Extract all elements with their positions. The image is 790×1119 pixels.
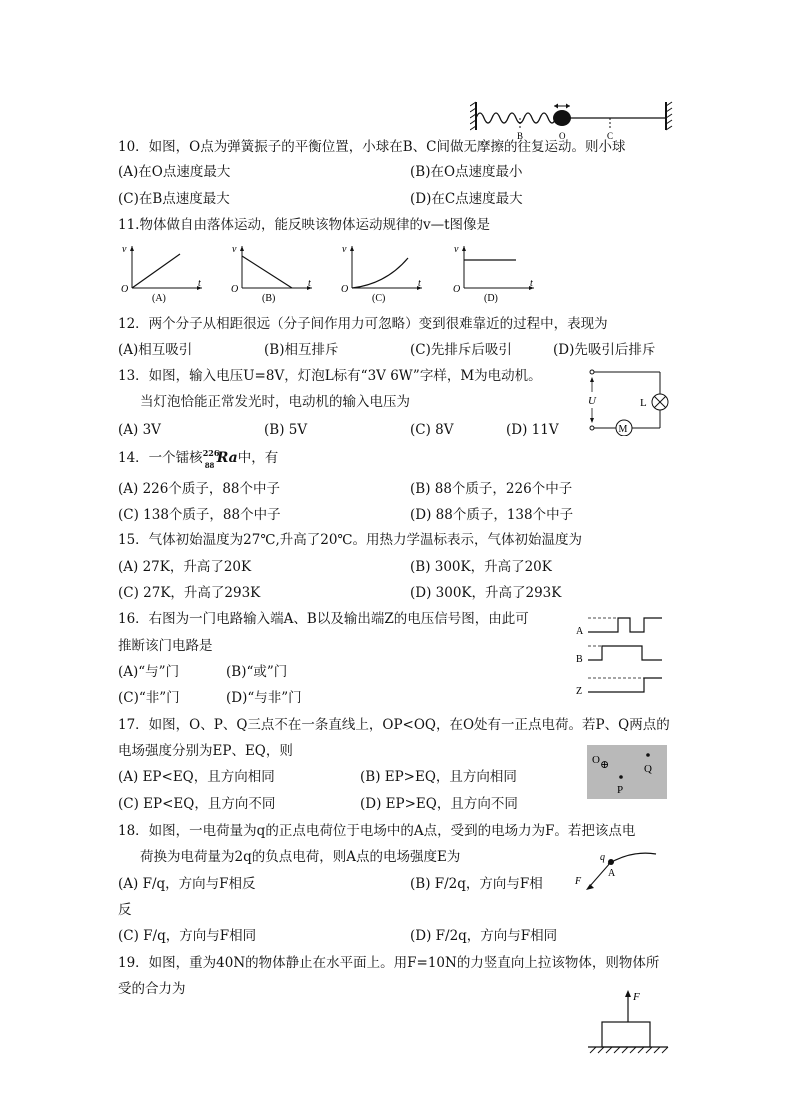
q10-option-d: (D)在C点速度最大 xyxy=(410,191,523,207)
signal-label-a: A xyxy=(576,626,584,637)
fig-label-l: L xyxy=(640,397,647,409)
fig-label-o: O xyxy=(559,131,566,140)
q12-option-b: (B)相互排斥 xyxy=(264,342,339,358)
fig-label-f: F xyxy=(575,876,582,887)
graph-label: (D) xyxy=(484,293,498,304)
block-force-figure xyxy=(586,986,670,1054)
logic-gate-signal-figure xyxy=(574,610,666,700)
q16-option-a: (A)“与”门 xyxy=(118,664,180,680)
q17-option-b: (B) EP>EQ，且方向相同 xyxy=(360,769,517,785)
q17-stem-line1: 17．如图，O、P、Q三点不在一条直线上，OP<OQ，在O处有一正点电荷。若P、Q两点的 xyxy=(118,717,670,733)
q18-stem-line2: 荷换为电荷量为2q的负点电荷，则A点的电场强度E为 xyxy=(140,849,461,865)
element-symbol: Ra xyxy=(216,450,238,466)
q13-option-a: (A) 3V xyxy=(118,422,161,438)
axis-v: v xyxy=(232,244,237,255)
fig-label-c: C xyxy=(607,131,614,140)
q17-option-c: (C) EP<EQ，且方向不同 xyxy=(118,796,276,812)
fig-label-m: M xyxy=(618,424,628,435)
q10-stem: 10．如图，O点为弹簧振子的平衡位置，小球在B、C间做无摩擦的往复运动。则小球 xyxy=(118,139,626,155)
q13-stem-line2: 当灯泡恰能正常发光时，电动机的输入电压为 xyxy=(140,394,410,410)
graph-label: (C) xyxy=(372,293,386,304)
vt-graph-d xyxy=(450,242,540,304)
fig-label-u: U xyxy=(588,395,596,407)
q18-option-a: (A) F/q，方向与F相反 xyxy=(118,876,256,892)
q18-option-c: (C) F/q，方向与F相同 xyxy=(118,928,257,944)
q14-option-b: (B) 88个质子，226个中子 xyxy=(410,481,573,497)
fig-label-q: Q xyxy=(644,763,652,775)
q16-stem-line1: 16．右图为一门电路输入端A、B以及输出端Z的电压信号图，由此可 xyxy=(118,611,529,627)
axis-t: t xyxy=(418,278,421,289)
q12-option-c: (C)先排斥后吸引 xyxy=(410,342,512,358)
q15-option-c: (C) 27K，升高了293K xyxy=(118,585,261,601)
fig-label-q: q xyxy=(600,852,605,863)
atomic-number: 88 xyxy=(204,461,215,470)
q12-stem: 12．两个分子从相距很远（分子间作用力可忽略）变到很难靠近的过程中，表现为 xyxy=(118,316,608,332)
fig-label-o: O xyxy=(592,754,600,766)
fig-label-f: F xyxy=(633,991,640,1003)
motor-circuit-figure xyxy=(578,368,672,436)
radium-nuclide-symbol xyxy=(202,448,238,470)
q18-stem-line1: 18．如图，一电荷量为q的正点电荷位于电场中的A点，受到的电场力为F。若把该点电 xyxy=(118,823,636,839)
q15-stem: 15．气体初始温度为27℃,升高了20℃。用热力学温标表示，气体初始温度为 xyxy=(118,532,583,548)
origin: O xyxy=(453,284,461,295)
axis-v: v xyxy=(454,244,459,255)
q15-option-d: (D) 300K，升高了293K xyxy=(410,585,562,601)
q15-option-b: (B) 300K，升高了20K xyxy=(410,559,552,575)
axis-v: v xyxy=(122,244,127,255)
mass-number: 226 xyxy=(202,448,220,458)
axis-t: t xyxy=(198,278,201,289)
axis-v: v xyxy=(342,244,347,255)
q10-option-a: (A)在O点速度最大 xyxy=(118,164,231,180)
signal-label-z: Z xyxy=(576,686,583,697)
axis-t: t xyxy=(530,278,533,289)
q18-option-b-wrap: 反 xyxy=(118,902,132,918)
q18-option-d: (D) F/2q，方向与F相同 xyxy=(410,928,558,944)
fig-label-b: B xyxy=(517,131,524,140)
spring-oscillator-figure xyxy=(470,98,675,140)
q12-option-a: (A)相互吸引 xyxy=(118,342,193,358)
graph-label: (B) xyxy=(262,293,276,304)
origin: O xyxy=(231,284,239,295)
vt-graph-c xyxy=(338,242,428,304)
q16-option-b: (B)“或”门 xyxy=(226,664,288,680)
fig-label-p: P xyxy=(617,784,624,796)
q18-option-b: (B) F/2q，方向与F相 xyxy=(410,876,543,892)
q10-option-b: (B)在O点速度最小 xyxy=(410,164,523,180)
origin: O xyxy=(341,284,349,295)
graph-label: (A) xyxy=(152,293,166,304)
origin: O xyxy=(121,284,129,295)
q12-option-d: (D)先吸引后排斥 xyxy=(553,342,656,358)
q16-option-d: (D)“与非”门 xyxy=(226,690,302,706)
fig-label-a: A xyxy=(608,868,616,879)
q14-option-c: (C) 138个质子，88个中子 xyxy=(118,507,281,523)
q17-stem-line2: 电场强度分别为EP、EQ，则 xyxy=(118,743,293,759)
signal-label-b: B xyxy=(576,654,583,665)
axis-t: t xyxy=(308,278,311,289)
q14-option-d: (D) 88个质子，138个中子 xyxy=(410,507,574,523)
vt-graph-b xyxy=(228,242,318,304)
q19-stem-line2: 受的合力为 xyxy=(118,981,186,997)
point-charge-field-figure xyxy=(587,745,667,799)
q14-stem xyxy=(118,448,279,470)
q13-option-d: (D) 11V xyxy=(506,422,559,438)
q19-stem-line1: 19．如图，重为40N的物体静止在水平面上。用F=10N的力竖直向上拉该物体，则物体所 xyxy=(118,955,660,971)
q14-stem-post: 中，有 xyxy=(237,450,279,466)
q17-option-d: (D) EP>EQ，且方向不同 xyxy=(360,796,518,812)
q10-option-c: (C)在B点速度最大 xyxy=(118,191,230,207)
q14-option-a: (A) 226个质子，88个中子 xyxy=(118,481,281,497)
q14-stem-pre: 14．一个镭核 xyxy=(118,450,203,466)
q13-option-c: (C) 8V xyxy=(410,422,454,438)
q13-option-b: (B) 5V xyxy=(264,422,308,438)
q16-option-c: (C)“非”门 xyxy=(118,690,180,706)
q17-option-a: (A) EP<EQ，且方向相同 xyxy=(118,769,275,785)
q13-stem-line1: 13．如图，输入电压U=8V，灯泡L标有“3V 6W”字样，M为电动机。 xyxy=(118,368,542,384)
q16-stem-line2: 推断该门电路是 xyxy=(118,638,213,654)
electric-field-line-figure xyxy=(572,848,664,898)
positive-charge-icon: ⊕ xyxy=(600,759,610,771)
vt-graph-a xyxy=(118,242,208,304)
q11-stem: 11.物体做自由落体运动，能反映该物体运动规律的v—t图像是 xyxy=(118,217,491,233)
q15-option-a: (A) 27K，升高了20K xyxy=(118,559,252,575)
